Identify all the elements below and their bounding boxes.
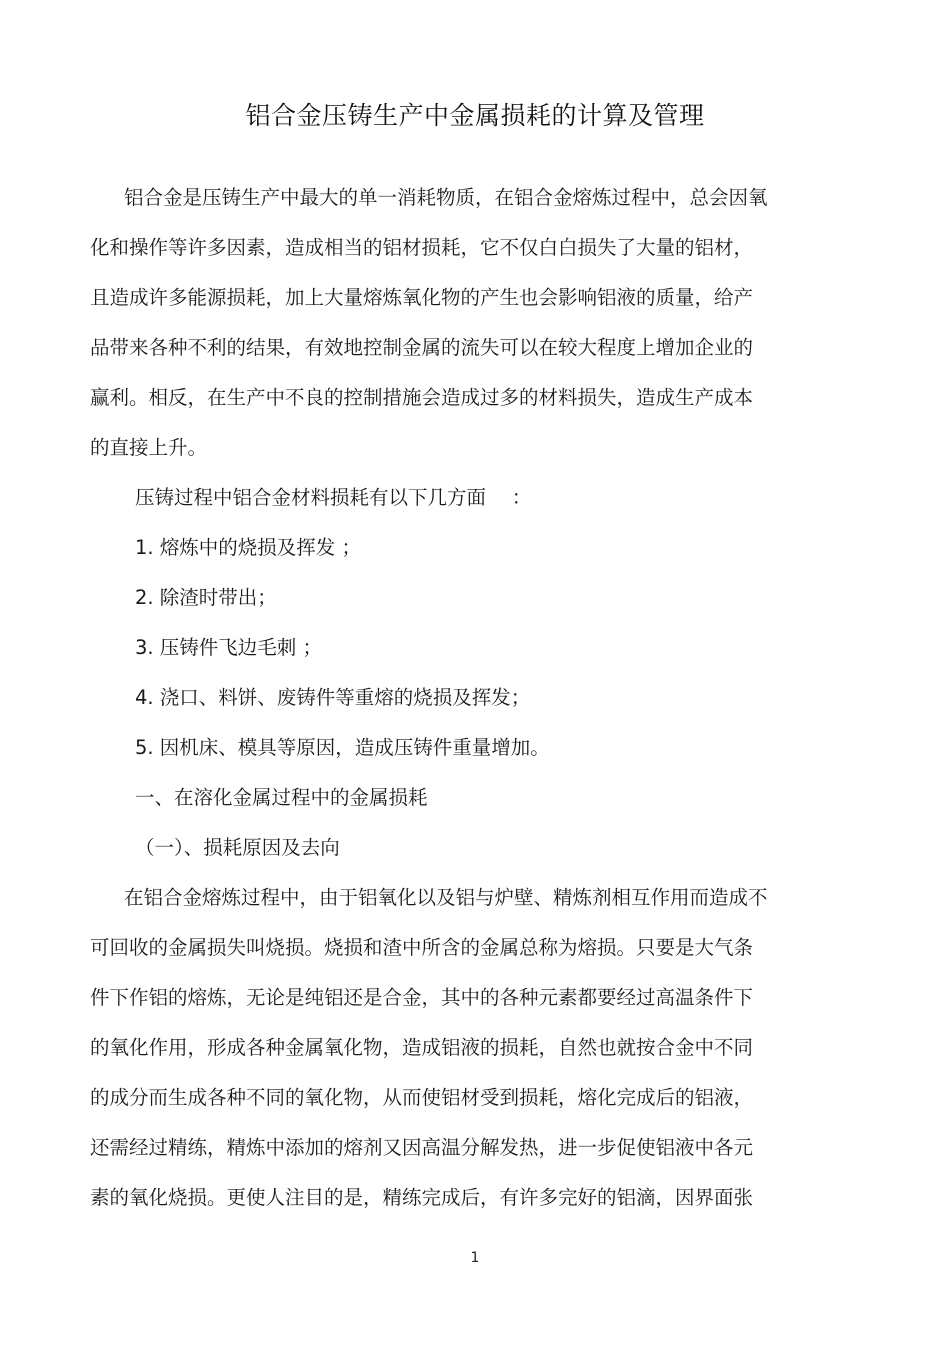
body-line: 在铝合金熔炼过程中，由于铝氧化以及铝与炉壁、精炼剂相互作用而造成不: [124, 886, 768, 909]
list-item: 2. 除渣时带出；: [135, 586, 277, 609]
list-item: 5. 因机床、模具等原因，造成压铸件重量增加。: [135, 736, 550, 759]
body-line: 素的氧化烧损。更使人注目的是，精练完成后，有许多完好的铝滴，因界面张: [90, 1186, 754, 1209]
list-item: 3. 压铸件飞边毛刺 ；: [135, 636, 323, 659]
body-line: 铝合金是压铸生产中最大的单一消耗物质，在铝合金熔炼过程中，总会因氧: [124, 186, 768, 209]
body-line: 的直接上升。: [90, 436, 208, 459]
page-number: 1: [470, 1250, 480, 1266]
body-line: 的成分而生成各种不同的氧化物，从而使铝材受到损耗，熔化完成后的铝液，: [90, 1086, 754, 1109]
body-line: 赢利。相反，在生产中不良的控制措施会造成过多的材料损失，造成生产成本: [90, 386, 754, 409]
body-line: 的氧化作用，形成各种金属氧化物，造成铝液的损耗，自然也就按合金中不同: [90, 1036, 754, 1059]
document-title: 铝合金压铸生产中金属损耗的计算及管理: [245, 101, 705, 130]
list-item: 4. 浇口、料饼、废铸件等重熔的烧损及挥发；: [135, 686, 531, 709]
list-item: 1. 熔炼中的烧损及挥发 ；: [135, 536, 362, 559]
body-line: 可回收的金属损失叫烧损。烧损和渣中所含的金属总称为熔损。只要是大气条: [90, 936, 754, 959]
body-line: 且造成许多能源损耗，加上大量熔炼氧化物的产生也会影响铝液的质量，给产: [90, 286, 754, 309]
section-heading: 一、在溶化金属过程中的金属损耗: [135, 786, 428, 809]
section-intro: 压铸过程中铝合金材料损耗有以下几方面 ：: [135, 486, 532, 509]
body-line: 品带来各种不利的结果，有效地控制金属的流失可以在较大程度上增加企业的: [90, 336, 754, 359]
body-line: 还需经过精练，精炼中添加的熔剂又因高温分解发热，进一步促使铝液中各元: [90, 1136, 754, 1159]
body-line: 件下作铝的熔炼，无论是纯铝还是合金，其中的各种元素都要经过高温条件下: [90, 986, 754, 1009]
subsection-heading: （一）、损耗原因及去向: [135, 836, 340, 859]
body-line: 化和操作等许多因素，造成相当的铝材损耗，它不仅白白损失了大量的铝材，: [90, 236, 754, 259]
document-body: [90, 173, 830, 1223]
